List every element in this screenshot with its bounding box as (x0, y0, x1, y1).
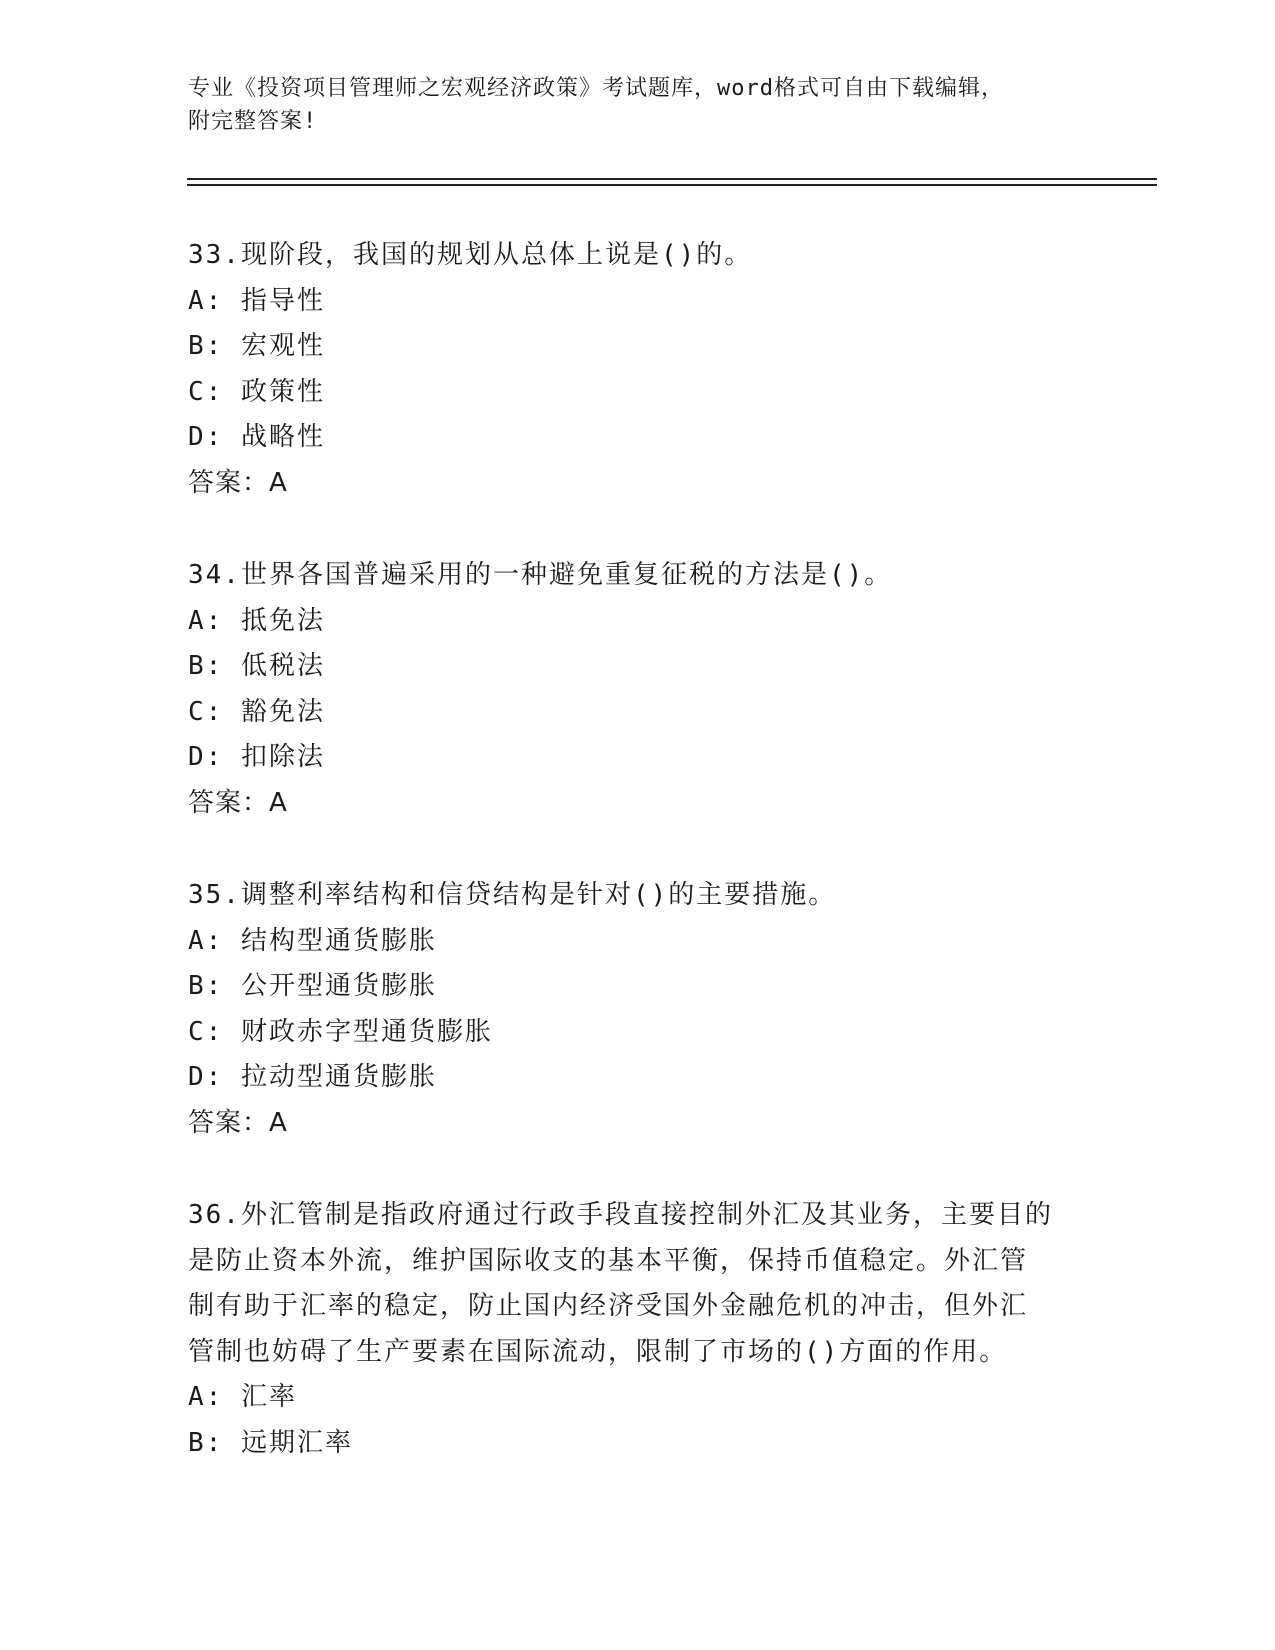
option-c: C: 豁免法 (188, 696, 325, 727)
question-36 (188, 1193, 1088, 1466)
option-b: B: 宏观性 (188, 331, 325, 361)
question-stem: 34.世界各国普遍采用的一种避免重复征税的方法是()。 (188, 560, 893, 590)
option-a: A: 抵免法 (188, 605, 325, 636)
question-stem-line-2: 是防止资本外流，维护国际收支的基本平衡，保持币值稳定。外汇管 (188, 1245, 1029, 1276)
option-a: A: 结构型通货膨胀 (188, 925, 437, 956)
question-stem-line-1: 36.外汇管制是指政府通过行政手段直接控制外汇及其业务，主要目的 (188, 1200, 1053, 1230)
question-stem-line-4: 管制也妨碍了生产要素在国际流动，限制了市场的()方面的作用。 (188, 1336, 1008, 1367)
option-b: B: 远期汇率 (188, 1427, 353, 1458)
answer-line: 答案：A (188, 1107, 288, 1138)
question-stem: 35.调整利率结构和信贷结构是针对()的主要措施。 (188, 880, 837, 910)
option-a: A: 指导性 (188, 285, 325, 316)
question-33 (188, 233, 1088, 506)
question-stem-line-3: 制有助于汇率的稳定，防止国内经济受国外金融危机的冲击，但外汇 (188, 1291, 1029, 1321)
option-b: B: 低税法 (188, 651, 325, 681)
document-header (188, 72, 1088, 138)
answer-line: 答案：A (188, 787, 288, 818)
header-divider-top (187, 178, 1157, 180)
header-line-2: 附完整答案! (188, 109, 318, 134)
option-c: C: 财政赤字型通货膨胀 (188, 1016, 493, 1047)
question-34 (188, 553, 1088, 826)
header-divider-bottom (187, 184, 1157, 186)
answer-line: 答案：A (188, 467, 288, 498)
header-line-1: 专业《投资项目管理师之宏观经济政策》考试题库，word格式可自由下载编辑， (188, 76, 1004, 101)
question-stem: 33.现阶段，我国的规划从总体上说是()的。 (188, 240, 753, 270)
option-c: C: 政策性 (188, 376, 325, 407)
option-b: B: 公开型通货膨胀 (188, 971, 437, 1001)
option-d: D: 战略性 (188, 422, 325, 452)
question-35 (188, 873, 1088, 1146)
option-a: A: 汇率 (188, 1382, 297, 1412)
option-d: D: 扣除法 (188, 742, 325, 772)
option-d: D: 拉动型通货膨胀 (188, 1062, 437, 1092)
